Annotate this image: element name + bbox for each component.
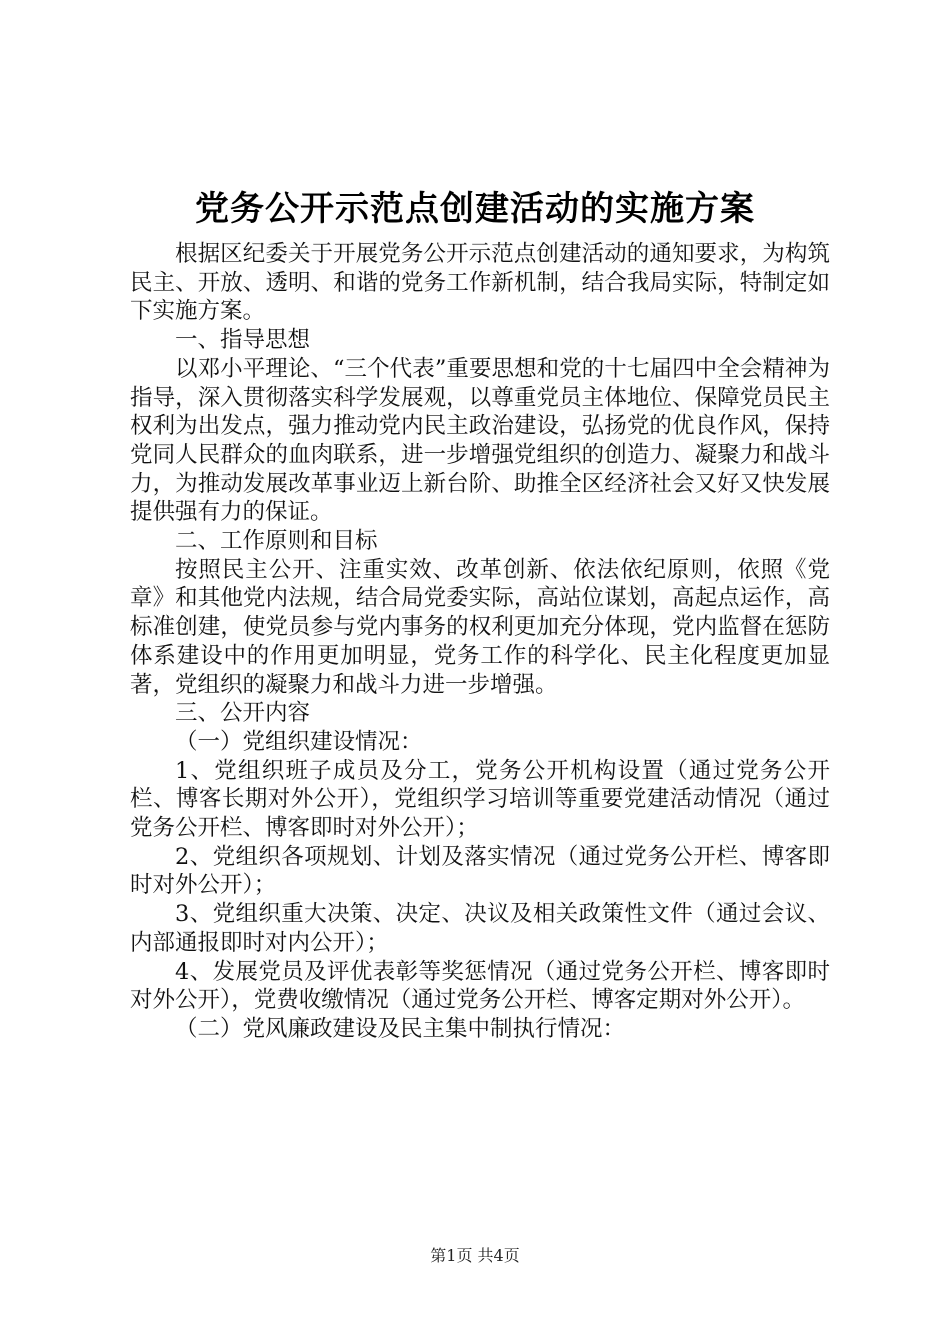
list-item-2: 2、党组织各项规划、计划及落实情况（通过党务公开栏、博客即时对外公开）； (130, 843, 830, 899)
list-item-3: 3、党组织重大决策、决定、决议及相关政策性文件（通过会议、内部通报即时对内公开）； (130, 901, 830, 956)
subheading-organization-building: （一）党组织建设情况： (175, 728, 423, 755)
page-footer: 第1页 共4页 (430, 1246, 520, 1265)
document-title: 党务公开示范点创建活动的实施方案 (195, 189, 755, 229)
paragraph-guiding-ideology: 以邓小平理论、“三个代表”重要思想和党的十七届四中全会精神为指导，深入贯彻落实科学发展观，以尊重党员主体地位、保障党员民主权利为出发点，强力推动党内民主政治建设，弘扬党的优良作风，保持党同人民群众的血肉联系，进一步增强党组织的创造力、凝聚力和战斗力，为推动发展改革事业迈上新台阶、助推全区经济社会又好又快发展提供强有力的保证。 (130, 355, 830, 526)
paragraph-principles-goals: 按照民主公开、注重实效、改革创新、依法依纪原则，依照《党章》和其他党内法规，结合局党委实际，高站位谋划，高起点运作，高标准创建，使党员参与党内事务的权利更加充分体现，党内监督在惩防体系建设中的作用更加明显，党务工作的科学化、民主化程度更加显著，党组织的凝聚力和战斗力进一步增强。 (130, 556, 830, 698)
subheading-clean-governance: （二）党风廉政建设及民主集中制执行情况： (175, 1015, 626, 1042)
heading-guiding-ideology: 一、指导思想 (175, 327, 311, 354)
heading-principles-goals: 二、工作原则和目标 (175, 528, 378, 555)
list-item-4: 4、发展党员及评优表彰等奖惩情况（通过党务公开栏、博客即时对外公开），党费收缴情况（通过党务公开栏、博客定期对外公开）。 (130, 958, 830, 1014)
heading-disclosure-content: 三、公开内容 (175, 700, 311, 727)
paragraph-intro: 根据区纪委关于开展党务公开示范点创建活动的通知要求，为构筑民主、开放、透明、和谐的党务工作新机制，结合我局实际，特制定如下实施方案。 (130, 241, 830, 325)
document-body (130, 240, 830, 1044)
list-item-1: 1、党组织班子成员及分工，党务公开机构设置（通过党务公开栏、博客长期对外公开），党组织学习培训等重要党建活动情况（通过党务公开栏、博客即时对外公开）； (130, 757, 830, 842)
